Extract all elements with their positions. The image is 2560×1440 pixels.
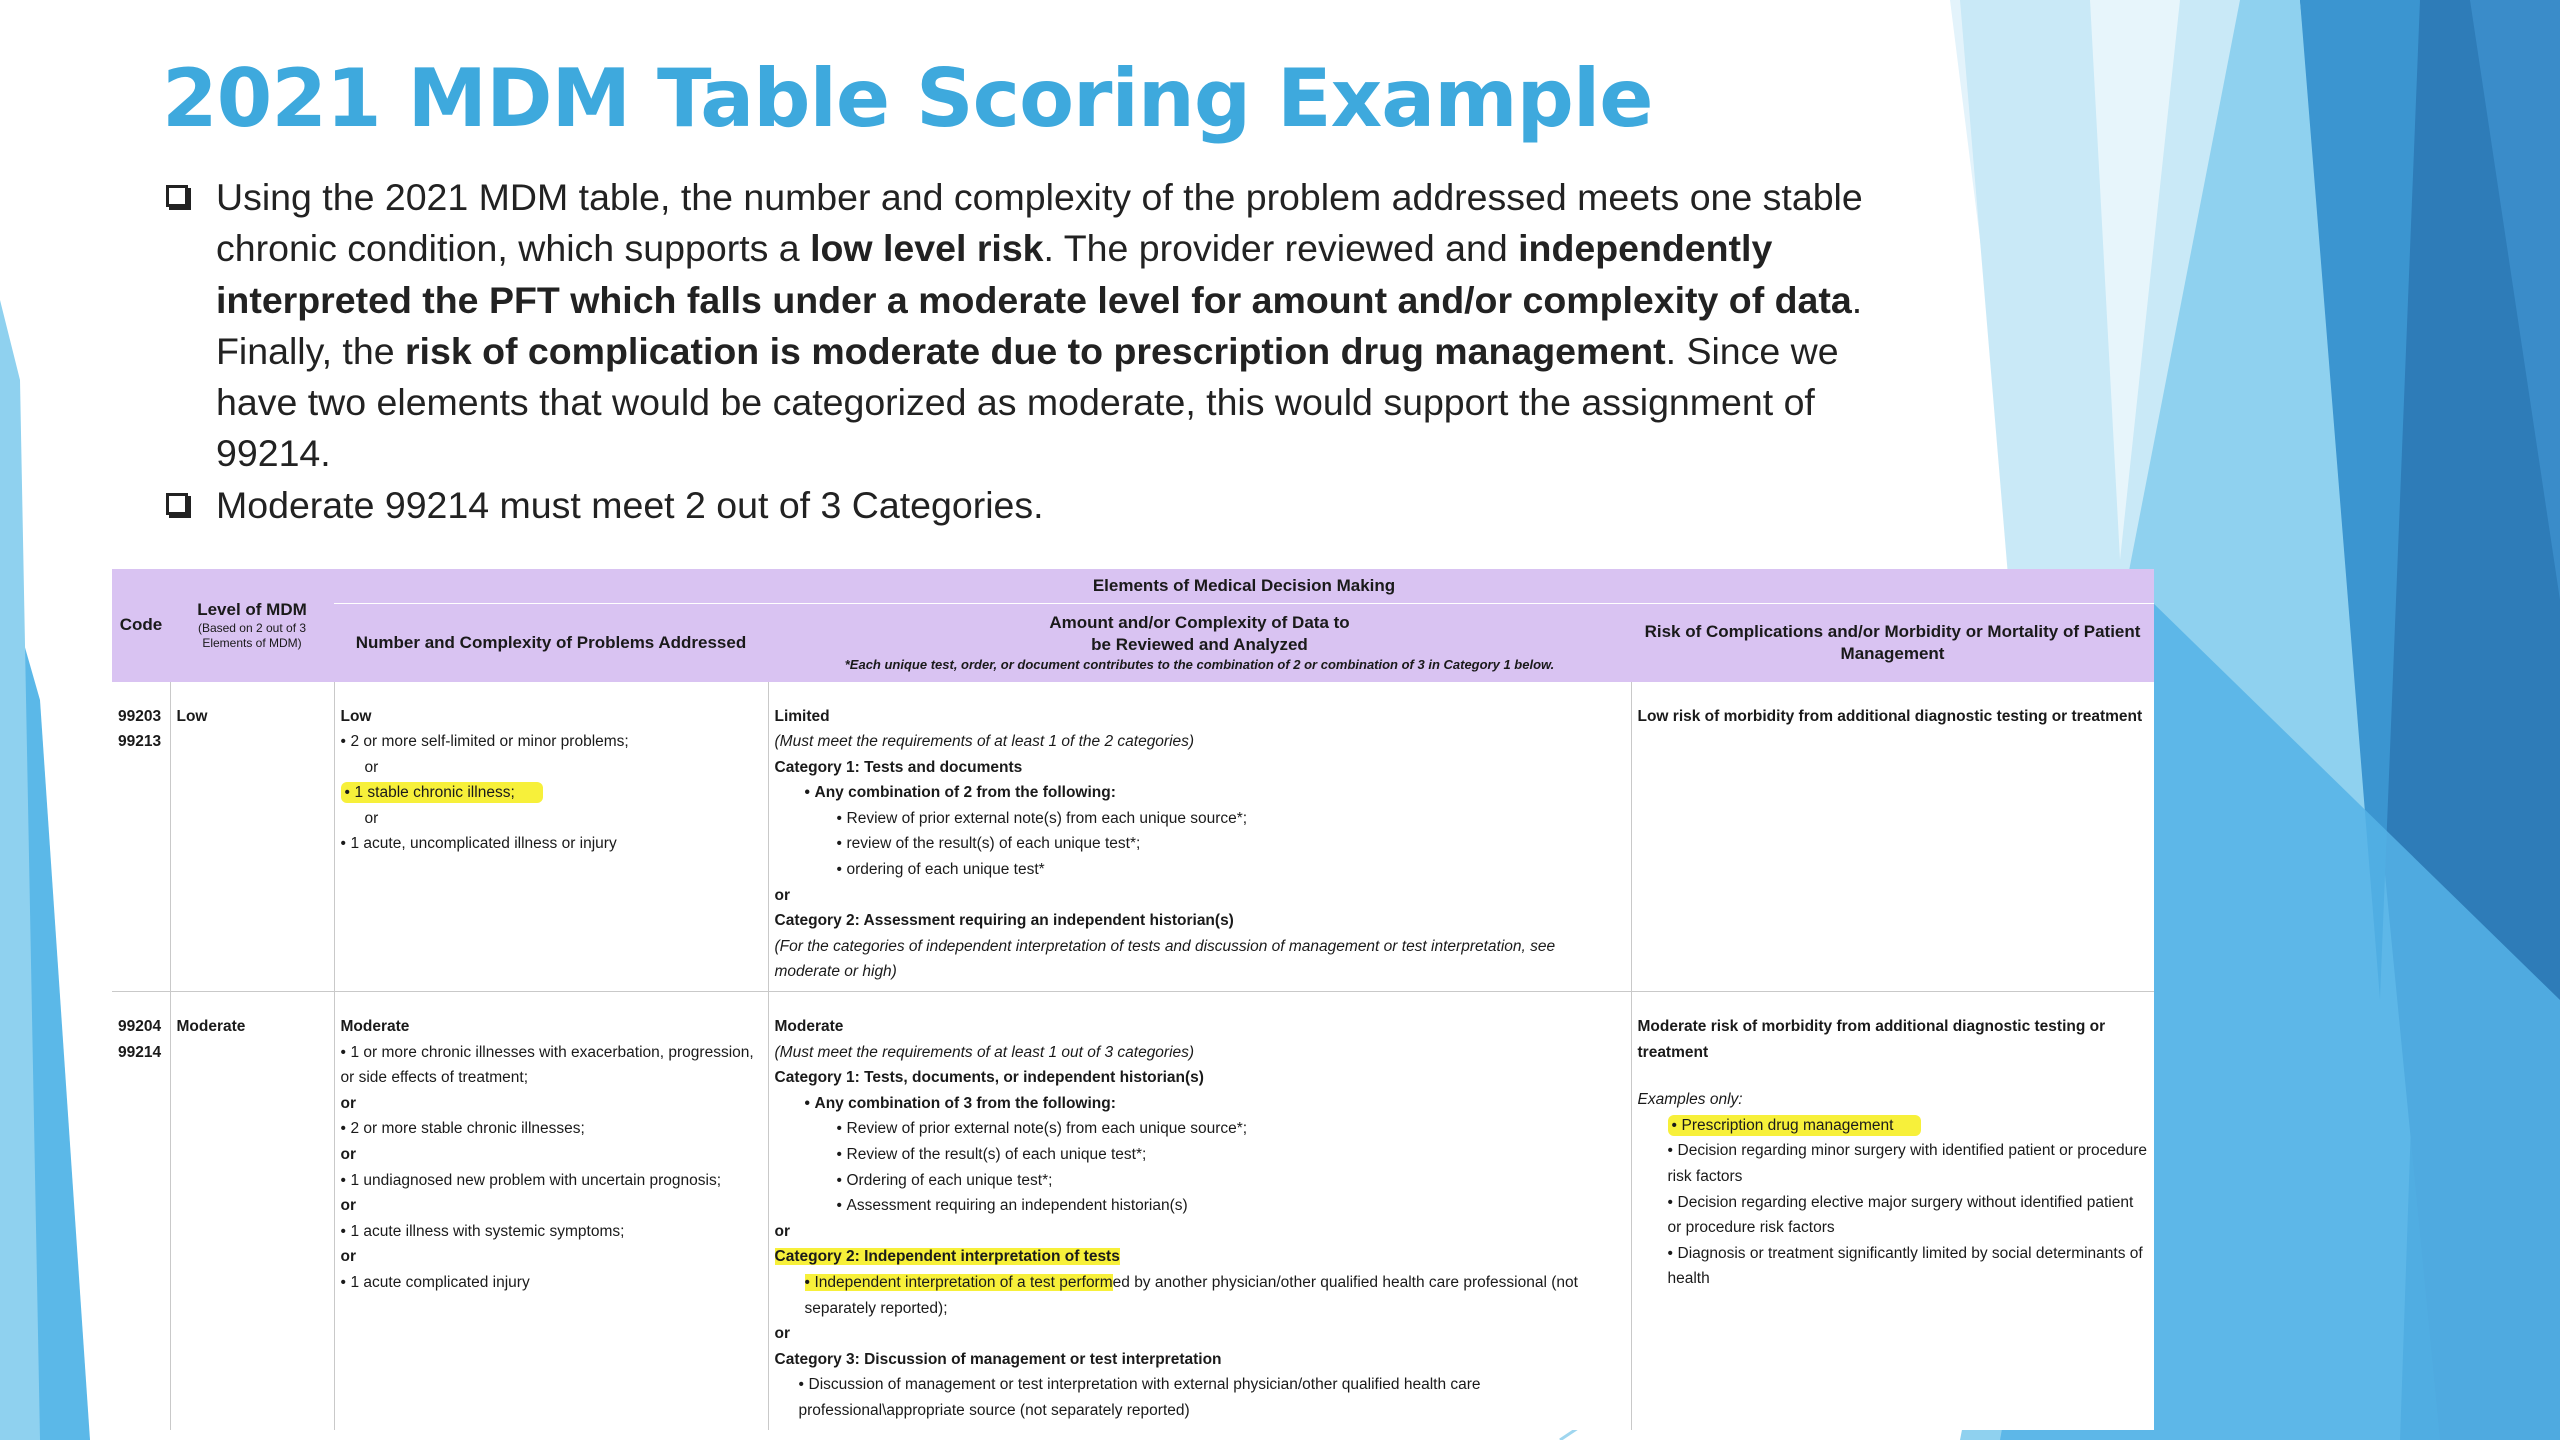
table-row <box>112 682 2154 992</box>
data-cell: Limited (Must meet the requirements of at least 1 of the 2 categories) Category 1: Tests and documents • Any combination of 2 from the following: • Review of prior external note(s) from each unique source*; • review of the result(s) of each unique test*; • ordering of each unique test* or Category 2: Assessment requiring an independent historian(s) (For the categories of independent interpretation of tests and discussion of management or test interpretation, see moderate or high) <box>768 682 1631 992</box>
header-level: Level of MDM (Based on 2 out of 3 Elements of MDM) <box>170 569 334 682</box>
level-cell: Low <box>170 682 334 992</box>
table-row <box>112 992 2154 1430</box>
bullet-text: Moderate 99214 must meet 2 out of 3 Categories. <box>216 483 1044 526</box>
data-cell: Moderate (Must meet the requirements of at least 1 out of 3 categories) Category 1: Tests, documents, or independent historian(s) • Any combination of 3 from the following: • Review of prior external note(s) from each unique source*; • Review of the result(s) of each unique test*; • Ordering of each unique test*; • Assessment requiring an independent historian(s) or Category 2: Independent interpretation of tests • Independent interpretation of a test performed by another physician/other qualified health care professional (not separately reported); or Category 3: Discussion of management or test interpretation • Discussion of management or test interpretation with external physician/other qualified health care professional\appropriate source (not separately reported) <box>768 992 1631 1430</box>
risk-cell: Moderate risk of morbidity from additional diagnostic testing or treatment Examples only: • Prescription drug management • Decision regarding minor surgery with identified patient or procedure risk factors • Decision regarding elective major surgery without identified patient or procedure risk factors • Diagnosis or treatment significantly limited by social determinants of health <box>1631 992 2154 1430</box>
header-elements: Elements of Medical Decision Making <box>334 569 2154 604</box>
bullet-item <box>162 480 1872 531</box>
code-cell: 99204 99214 <box>118 1018 162 1061</box>
highlight-category-2: Category 2: Independent interpretation of tests <box>774 1248 1120 1266</box>
code-cell: 99203 99213 <box>112 682 170 992</box>
risk-cell: Low risk of morbidity from additional diagnostic testing or treatment <box>1631 682 2154 992</box>
header-problems: Number and Complexity of Problems Addressed <box>334 604 768 682</box>
problems-cell: Low • 2 or more self-limited or minor problems; or • 1 stable chronic illness; or • 1 acute, uncomplicated illness or injury <box>334 682 768 992</box>
header-data: Amount and/or Complexity of Data to be Reviewed and Analyzed *Each unique test, order, or document contributes to the combination of 2 or combination of 3 in Category 1 below. <box>768 604 1631 682</box>
header-code: Code <box>112 569 170 682</box>
bullet-text: Using the 2021 MDM table, the number and complexity of the problem addressed meets one stable chronic condition, which supports a low level risk. The provider reviewed and independently interpreted the PFT which falls under a moderate level for amount and/or complexity of data. Finally, the risk of complication is moderate due to prescription drug management. Since we have two elements that would be categorized as moderate, this would support the assignment of 99214. <box>216 176 1863 475</box>
bullet-item <box>162 172 1872 480</box>
mdm-table <box>112 569 2154 1430</box>
problems-cell: Moderate • 1 or more chronic illnesses with exacerbation, progression, or side effects of treatment; or • 2 or more stable chronic illnesses; or • 1 undiagnosed new problem with uncertain prognosis; or • 1 acute illness with systemic symptoms; or • 1 acute complicated injury <box>334 992 768 1430</box>
slide-title: 2021 MDM Table Scoring Example <box>162 52 1653 145</box>
checkbox-bullet-icon <box>166 493 188 515</box>
header-risk: Risk of Complications and/or Morbidity or Mortality of Patient Management <box>1631 604 2154 682</box>
checkbox-bullet-icon <box>166 185 188 207</box>
level-cell: Moderate <box>170 992 334 1430</box>
highlight-prescription-drug: • Prescription drug management <box>1668 1115 1922 1136</box>
bullet-list <box>162 172 1872 531</box>
highlight-stable-chronic: • 1 stable chronic illness; <box>341 782 543 803</box>
highlight-independent-interpretation: Independent interpretation of a test perform <box>814 1273 1113 1291</box>
